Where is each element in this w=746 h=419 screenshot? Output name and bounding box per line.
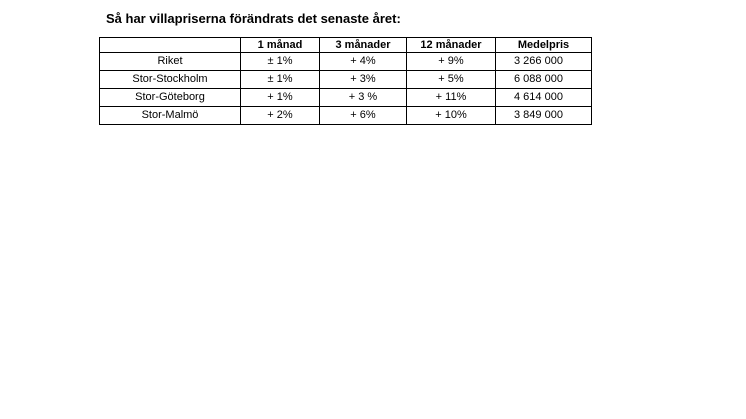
region-cell: Stor-Göteborg [100,89,241,107]
change-1-month-cell: + 1% [241,89,320,107]
document-title: Så har villapriserna förändrats det senaste året: [106,11,401,26]
table-header-row [100,38,592,53]
change-3-months-cell: + 4% [320,53,407,71]
change-12-months-cell: + 10% [407,107,496,125]
change-1-month-cell: ± 1% [241,71,320,89]
change-12-months-cell: + 9% [407,53,496,71]
table-row [100,89,592,107]
region-cell: Riket [100,53,241,71]
region-cell: Stor-Stockholm [100,71,241,89]
average-price-cell: 4 614 000 [496,89,592,107]
average-price-cell: 6 088 000 [496,71,592,89]
change-3-months-cell: + 3 % [320,89,407,107]
table-row [100,71,592,89]
change-3-months-cell: + 6% [320,107,407,125]
average-price-cell: 3 266 000 [496,53,592,71]
change-12-months-cell: + 11% [407,89,496,107]
table-row [100,53,592,71]
header-1-month: 1 månad [241,38,320,53]
header-average-price: Medelpris [496,38,592,53]
region-cell: Stor-Malmö [100,107,241,125]
header-12-months: 12 månader [407,38,496,53]
average-price-cell: 3 849 000 [496,107,592,125]
change-12-months-cell: + 5% [407,71,496,89]
table-row [100,107,592,125]
change-1-month-cell: + 2% [241,107,320,125]
change-3-months-cell: + 3% [320,71,407,89]
header-3-months: 3 månader [320,38,407,53]
header-region [100,38,241,53]
change-1-month-cell: ± 1% [241,53,320,71]
villa-price-table [99,37,592,125]
